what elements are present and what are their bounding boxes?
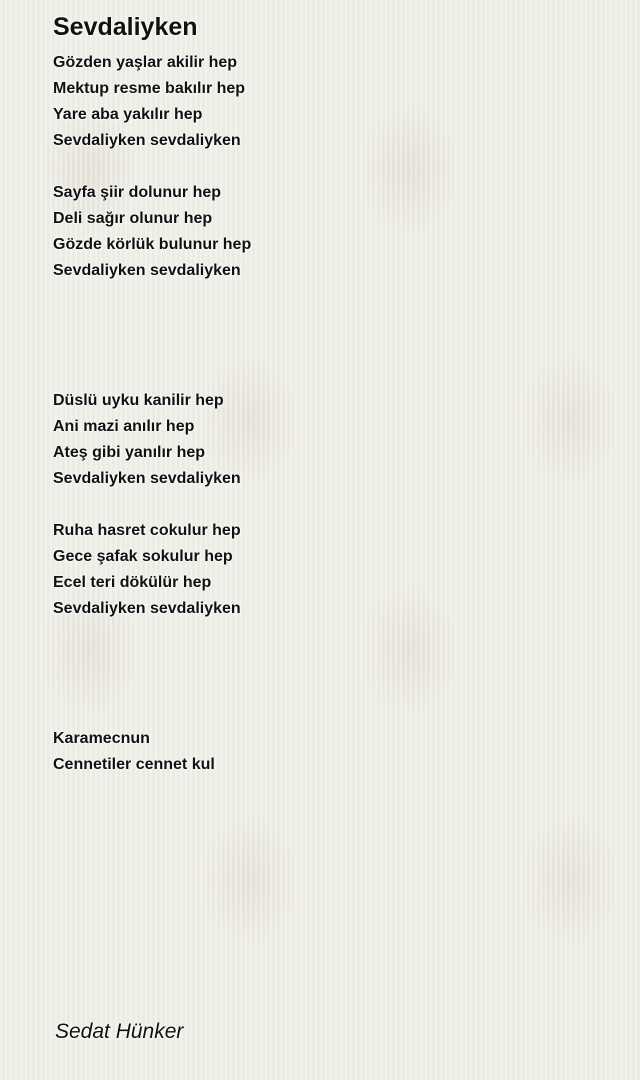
stanza (53, 726, 613, 778)
poem-line: Sevdaliyken sevdaliyken (53, 470, 241, 487)
poem-line: Cennetiler cennet kul (53, 756, 215, 773)
poem-line: Ruha hasret cokulur hep (53, 522, 241, 539)
poem-line: Sevdaliyken sevdaliyken (53, 262, 241, 279)
poem-line: Ateş gibi yanılır hep (53, 444, 206, 461)
poem-line: Deli sağır olunur hep (53, 210, 213, 227)
poem-line: Mektup resme bakılır hep (53, 80, 246, 97)
poem-line: Gözde körlük bulunur hep (53, 236, 252, 253)
poem-line: Ecel teri dökülür hep (53, 574, 212, 591)
poem-container (53, 12, 613, 778)
stanza-spacer (53, 284, 613, 388)
stanza-spacer (53, 154, 613, 180)
poem-line: Sayfa şiir dolunur hep (53, 184, 222, 201)
poem-line: Gözden yaşlar akilir hep (53, 54, 238, 71)
poem-line: Karamecnun (53, 730, 150, 747)
poem-line: Düslü uyku kanilir hep (53, 392, 224, 409)
poem-title: Sevdaliyken (53, 13, 198, 41)
poem-author: Sedat Hünker (55, 1020, 184, 1043)
poem-line: Yare aba yakılır hep (53, 106, 203, 123)
poem-line: Gece şafak sokulur hep (53, 548, 233, 565)
poem-line: Sevdaliyken sevdaliyken (53, 600, 241, 617)
poem-line: Ani mazi anılır hep (53, 418, 195, 435)
stanza (53, 388, 613, 492)
poem-line: Sevdaliyken sevdaliyken (53, 132, 241, 149)
stanza-spacer (53, 622, 613, 726)
stanza (53, 180, 613, 284)
stanza-spacer (53, 492, 613, 518)
stanza (53, 518, 613, 622)
stanza (53, 50, 613, 154)
